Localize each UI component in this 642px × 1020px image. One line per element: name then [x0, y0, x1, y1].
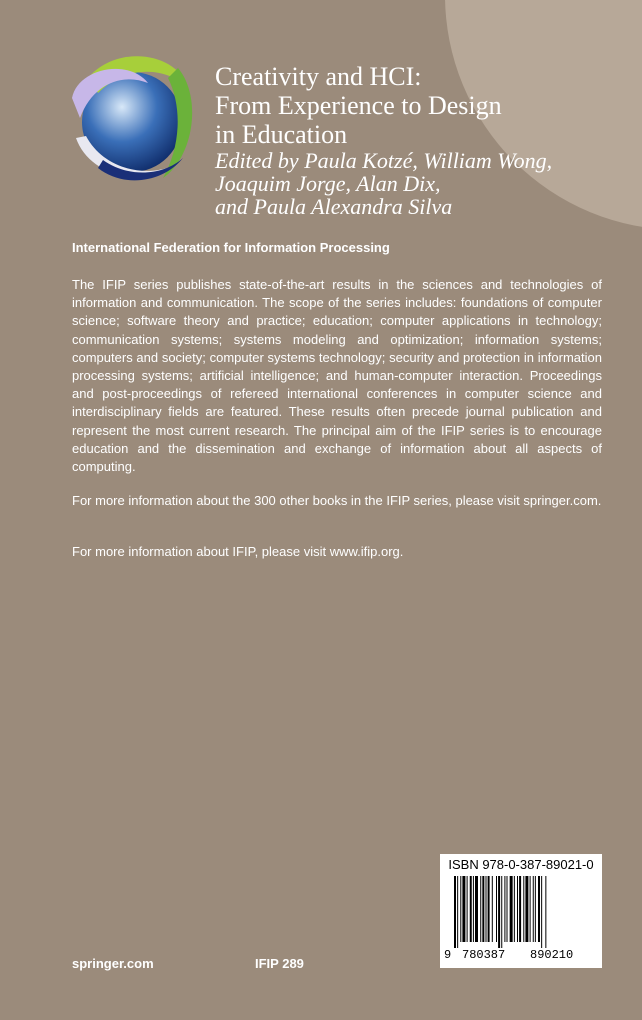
publisher-site: springer.com	[72, 956, 154, 971]
barcode-bar	[467, 876, 468, 942]
barcode-bar	[504, 876, 505, 942]
barcode-bar	[482, 876, 484, 942]
series-number: IFIP 289	[255, 956, 304, 971]
barcode-bar	[480, 876, 481, 942]
barcode-bar	[514, 876, 515, 942]
editors-line-2: Joaquim Jorge, Alan Dix,	[215, 171, 441, 196]
barcode-bar	[530, 876, 531, 942]
barcode-bar	[545, 876, 546, 948]
title-block	[215, 62, 625, 218]
barcode-bar	[462, 876, 465, 942]
barcode-bar	[541, 876, 542, 948]
barcode-bar	[470, 876, 472, 942]
barcode-bar	[538, 876, 540, 942]
barcode-bar	[498, 876, 500, 948]
barcode-bar	[457, 876, 458, 948]
barcode-left-group: 780387	[462, 948, 506, 962]
barcode-bar	[454, 876, 456, 948]
barcode-right-group: 890210	[530, 948, 574, 962]
editors-line-1: Edited by Paula Kotzé, William Wong,	[215, 148, 553, 173]
barcode-bar	[525, 876, 528, 942]
barcode-bar	[473, 876, 474, 942]
more-books-info: For more information about the 300 other books in the IFIP series, please visit springer.com.	[72, 493, 602, 508]
isbn-label: ISBN 978-0-387-89021-0	[448, 857, 594, 872]
series-name: International Federation for Information Processing	[72, 240, 390, 255]
barcode-box	[440, 854, 602, 968]
barcode-bar	[535, 876, 536, 942]
ifip-website-info: For more information about IFIP, please visit www.ifip.org.	[72, 544, 404, 559]
barcode-bar	[523, 876, 524, 942]
barcode-bar	[460, 876, 461, 942]
barcode-bar	[496, 876, 497, 942]
barcode-bar	[501, 876, 502, 948]
barcode-bar	[517, 876, 518, 942]
series-description: The IFIP series publishes state-of-the-art results in the sciences and technologies of information and communication. The scope of the series includes: foundations of computer science; software theory and practice; education; computer applications in technology; communication systems; systems modeling and optimization; information systems; computers and society; computer systems technology; security and protection in information processing systems; artificial intelligence; and human-computer interaction. Proceedings and post-proceedings of refereed international conferences in computer science and interdisciplinary fields are featured. These results often precede journal publication and represent the most current research. The principal aim of the IFIP series is to encourage education and the dissemination and exchange of information about all aspects of computing.	[72, 277, 602, 475]
barcode-bars	[452, 876, 590, 948]
barcode-bar	[486, 876, 487, 942]
barcode-bar	[507, 876, 508, 942]
barcode-bar	[488, 876, 490, 942]
barcode-bar	[533, 876, 534, 942]
title-line-1: Creativity and HCI:	[215, 62, 422, 91]
title-line-2: From Experience to Design	[215, 91, 502, 120]
editors-line-3: and Paula Alexandra Silva	[215, 194, 453, 219]
barcode-bar	[492, 876, 493, 942]
barcode-bar	[475, 876, 478, 942]
barcode-bar	[519, 876, 521, 942]
barcode-lead-digit: 9	[444, 948, 452, 962]
title-line-3: in Education	[215, 120, 348, 149]
barcode-bar	[510, 876, 513, 942]
ifip-globe-logo	[68, 48, 200, 190]
